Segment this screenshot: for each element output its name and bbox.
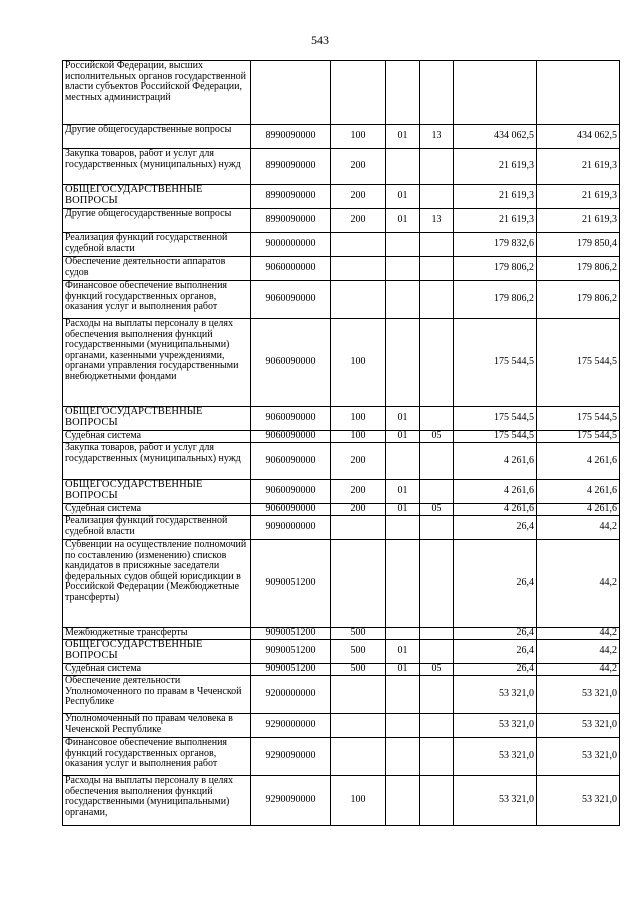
row-name: Судебная система xyxy=(63,504,251,516)
target-article-code: 8990090000 xyxy=(251,185,331,209)
amount-year-1: 434 062,5 xyxy=(454,125,537,149)
target-article-code: 9290000000 xyxy=(251,714,331,738)
subsection-code xyxy=(420,628,454,640)
table-row xyxy=(63,776,620,826)
table-row xyxy=(63,628,620,640)
expense-type-code: 200 xyxy=(331,504,386,516)
expense-type-code: 500 xyxy=(331,640,386,664)
section-code: 01 xyxy=(386,664,420,676)
section-code: 01 xyxy=(386,504,420,516)
target-article-code: 9090051200 xyxy=(251,540,331,628)
amount-year-2: 21 619,3 xyxy=(537,149,620,185)
row-name: Обеспечение деятельности Уполномоченного по правам в Чеченской Республике xyxy=(63,676,251,714)
row-name: Другие общегосударственные вопросы xyxy=(63,209,251,233)
amount-year-2: 53 321,0 xyxy=(537,676,620,714)
expense-type-code xyxy=(331,257,386,281)
subsection-code: 05 xyxy=(420,504,454,516)
subsection-code xyxy=(420,714,454,738)
table-row xyxy=(63,149,620,185)
row-name: Судебная система xyxy=(63,431,251,443)
expense-type-code: 500 xyxy=(331,628,386,640)
expense-type-code xyxy=(331,714,386,738)
row-name: ОБЩЕГОСУДАРСТВЕННЫЕ ВОПРОСЫ xyxy=(63,640,251,664)
table-row xyxy=(63,209,620,233)
table-row xyxy=(63,676,620,714)
table-row xyxy=(63,233,620,257)
section-code xyxy=(386,776,420,826)
table-row xyxy=(63,407,620,431)
row-name: Закупка товаров, работ и услуг для государственных (муниципальных) нужд xyxy=(63,149,251,185)
target-article-code: 8990090000 xyxy=(251,209,331,233)
table-row xyxy=(63,319,620,407)
row-name: ОБЩЕГОСУДАРСТВЕННЫЕ ВОПРОСЫ xyxy=(63,185,251,209)
amount-year-1: 175 544,5 xyxy=(454,319,537,407)
section-code: 01 xyxy=(386,431,420,443)
subsection-code: 05 xyxy=(420,431,454,443)
amount-year-2: 21 619,3 xyxy=(537,185,620,209)
table-row xyxy=(63,504,620,516)
subsection-code xyxy=(420,516,454,540)
amount-year-2: 179 850,4 xyxy=(537,233,620,257)
row-name: Закупка товаров, работ и услуг для государственных (муниципальных) нужд xyxy=(63,443,251,480)
amount-year-1: 53 321,0 xyxy=(454,714,537,738)
expense-type-code xyxy=(331,738,386,776)
amount-year-2: 21 619,3 xyxy=(537,209,620,233)
table-row xyxy=(63,443,620,480)
target-article-code: 9090051200 xyxy=(251,628,331,640)
section-code xyxy=(386,257,420,281)
target-article-code: 9200000000 xyxy=(251,676,331,714)
table-row xyxy=(63,738,620,776)
section-code xyxy=(386,281,420,319)
amount-year-1: 175 544,5 xyxy=(454,431,537,443)
amount-year-1: 53 321,0 xyxy=(454,676,537,714)
amount-year-2: 179 806,2 xyxy=(537,257,620,281)
subsection-code xyxy=(420,776,454,826)
amount-year-2: 434 062,5 xyxy=(537,125,620,149)
table-row xyxy=(63,125,620,149)
expense-type-code: 200 xyxy=(331,149,386,185)
amount-year-2: 175 544,5 xyxy=(537,319,620,407)
amount-year-1: 53 321,0 xyxy=(454,738,537,776)
section-code: 01 xyxy=(386,480,420,504)
section-code: 01 xyxy=(386,640,420,664)
amount-year-2: 53 321,0 xyxy=(537,738,620,776)
amount-year-1: 26,4 xyxy=(454,640,537,664)
target-article-code: 9060000000 xyxy=(251,257,331,281)
row-name: Финансовое обеспечение выполнения функций государственных органов, оказания услуг и выполнения работ xyxy=(63,281,251,319)
table-row xyxy=(63,640,620,664)
row-name: Реализация функций государственной судебной власти xyxy=(63,516,251,540)
amount-year-2: 4 261,6 xyxy=(537,443,620,480)
target-article-code: 9060090000 xyxy=(251,443,331,480)
table-row xyxy=(63,540,620,628)
target-article-code: 9060090000 xyxy=(251,319,331,407)
section-code xyxy=(386,714,420,738)
page-number: 543 xyxy=(311,33,329,47)
target-article-code: 9090051200 xyxy=(251,640,331,664)
amount-year-1: 26,4 xyxy=(454,540,537,628)
target-article-code: 9290090000 xyxy=(251,776,331,826)
amount-year-2: 4 261,6 xyxy=(537,480,620,504)
amount-year-2 xyxy=(537,61,620,125)
amount-year-1: 53 321,0 xyxy=(454,776,537,826)
expense-type-code: 200 xyxy=(331,443,386,480)
expense-type-code xyxy=(331,540,386,628)
table-row xyxy=(63,185,620,209)
amount-year-1: 26,4 xyxy=(454,664,537,676)
amount-year-2: 44,2 xyxy=(537,640,620,664)
row-name: Расходы на выплаты персоналу в целях обеспечения выполнения функций государственными (муниципальными) органами, казенными учреждениями, органами управления государственными внебюджетными фондами xyxy=(63,319,251,407)
expense-type-code: 100 xyxy=(331,407,386,431)
target-article-code: 8990090000 xyxy=(251,149,331,185)
target-article-code: 9060090000 xyxy=(251,504,331,516)
expense-type-code: 100 xyxy=(331,776,386,826)
target-article-code: 9060090000 xyxy=(251,480,331,504)
amount-year-1: 21 619,3 xyxy=(454,149,537,185)
section-code: 01 xyxy=(386,407,420,431)
target-article-code: 9060090000 xyxy=(251,281,331,319)
expense-type-code: 200 xyxy=(331,209,386,233)
subsection-code xyxy=(420,443,454,480)
amount-year-2: 44,2 xyxy=(537,664,620,676)
subsection-code xyxy=(420,257,454,281)
row-name: Финансовое обеспечение выполнения функций государственных органов, оказания услуг и выполнения работ xyxy=(63,738,251,776)
subsection-code xyxy=(420,480,454,504)
section-code xyxy=(386,149,420,185)
amount-year-1: 4 261,6 xyxy=(454,480,537,504)
table-row xyxy=(63,714,620,738)
table-row xyxy=(63,61,620,125)
row-name: Российской Федерации, высших исполнительных органов государственной власти субъектов Российской Федерации, местных администраций xyxy=(63,61,251,125)
subsection-code xyxy=(420,149,454,185)
subsection-code xyxy=(420,281,454,319)
row-name: Другие общегосударственные вопросы xyxy=(63,125,251,149)
amount-year-2: 53 321,0 xyxy=(537,714,620,738)
amount-year-1: 26,4 xyxy=(454,628,537,640)
section-code xyxy=(386,628,420,640)
expense-type-code xyxy=(331,233,386,257)
subsection-code: 13 xyxy=(420,209,454,233)
target-article-code: 9060090000 xyxy=(251,431,331,443)
table-row xyxy=(63,257,620,281)
row-name: Расходы на выплаты персоналу в целях обеспечения выполнения функций государственными (муниципальными) органами, xyxy=(63,776,251,826)
table-row xyxy=(63,516,620,540)
amount-year-1: 179 806,2 xyxy=(454,257,537,281)
subsection-code xyxy=(420,233,454,257)
subsection-code xyxy=(420,676,454,714)
section-code: 01 xyxy=(386,185,420,209)
section-code xyxy=(386,516,420,540)
subsection-code xyxy=(420,407,454,431)
amount-year-2: 44,2 xyxy=(537,628,620,640)
row-name: ОБЩЕГОСУДАРСТВЕННЫЕ ВОПРОСЫ xyxy=(63,407,251,431)
expense-type-code: 200 xyxy=(331,480,386,504)
target-article-code: 8990090000 xyxy=(251,125,331,149)
row-name: Обеспечение деятельности аппаратов судов xyxy=(63,257,251,281)
amount-year-1: 175 544,5 xyxy=(454,407,537,431)
row-name: Реализация функций государственной судебной власти xyxy=(63,233,251,257)
expense-type-code xyxy=(331,61,386,125)
subsection-code: 05 xyxy=(420,664,454,676)
amount-year-1: 179 832,6 xyxy=(454,233,537,257)
amount-year-1: 4 261,6 xyxy=(454,443,537,480)
budget-table-body xyxy=(63,61,620,826)
amount-year-2: 179 806,2 xyxy=(537,281,620,319)
table-row xyxy=(63,281,620,319)
subsection-code xyxy=(420,185,454,209)
row-name: Межбюджетные трансферты xyxy=(63,628,251,640)
section-code xyxy=(386,738,420,776)
amount-year-2: 44,2 xyxy=(537,540,620,628)
table-row xyxy=(63,664,620,676)
amount-year-1: 21 619,3 xyxy=(454,209,537,233)
expense-type-code: 100 xyxy=(331,319,386,407)
amount-year-1: 4 261,6 xyxy=(454,504,537,516)
section-code xyxy=(386,443,420,480)
subsection-code xyxy=(420,61,454,125)
section-code xyxy=(386,61,420,125)
expense-type-code xyxy=(331,676,386,714)
expense-type-code: 100 xyxy=(331,431,386,443)
table-row xyxy=(63,431,620,443)
section-code xyxy=(386,540,420,628)
amount-year-2: 53 321,0 xyxy=(537,776,620,826)
amount-year-1: 179 806,2 xyxy=(454,281,537,319)
amount-year-2: 44,2 xyxy=(537,516,620,540)
table-row xyxy=(63,480,620,504)
amount-year-2: 4 261,6 xyxy=(537,504,620,516)
target-article-code: 9090051200 xyxy=(251,664,331,676)
amount-year-1: 21 619,3 xyxy=(454,185,537,209)
section-code xyxy=(386,676,420,714)
row-name: Судебная система xyxy=(63,664,251,676)
expense-type-code xyxy=(331,281,386,319)
subsection-code xyxy=(420,640,454,664)
subsection-code: 13 xyxy=(420,125,454,149)
target-article-code: 9290090000 xyxy=(251,738,331,776)
target-article-code: 9000000000 xyxy=(251,233,331,257)
section-code: 01 xyxy=(386,125,420,149)
subsection-code xyxy=(420,540,454,628)
section-code xyxy=(386,319,420,407)
expense-type-code xyxy=(331,516,386,540)
budget-table xyxy=(62,60,620,826)
expense-type-code: 200 xyxy=(331,185,386,209)
amount-year-1: 26,4 xyxy=(454,516,537,540)
target-article-code xyxy=(251,61,331,125)
amount-year-2: 175 544,5 xyxy=(537,407,620,431)
expense-type-code: 100 xyxy=(331,125,386,149)
section-code xyxy=(386,233,420,257)
subsection-code xyxy=(420,319,454,407)
target-article-code: 9060090000 xyxy=(251,407,331,431)
subsection-code xyxy=(420,738,454,776)
target-article-code: 9090000000 xyxy=(251,516,331,540)
expense-type-code: 500 xyxy=(331,664,386,676)
amount-year-2: 175 544,5 xyxy=(537,431,620,443)
row-name: Субвенции на осуществление полномочий по составлению (изменению) списков кандидатов в присяжные заседатели федеральных судов общей юрисдикции в Российской Федерации (Межбюджетные трансферты) xyxy=(63,540,251,628)
row-name: ОБЩЕГОСУДАРСТВЕННЫЕ ВОПРОСЫ xyxy=(63,480,251,504)
row-name: Уполномоченный по правам человека в Чеченской Республике xyxy=(63,714,251,738)
amount-year-1 xyxy=(454,61,537,125)
section-code: 01 xyxy=(386,209,420,233)
